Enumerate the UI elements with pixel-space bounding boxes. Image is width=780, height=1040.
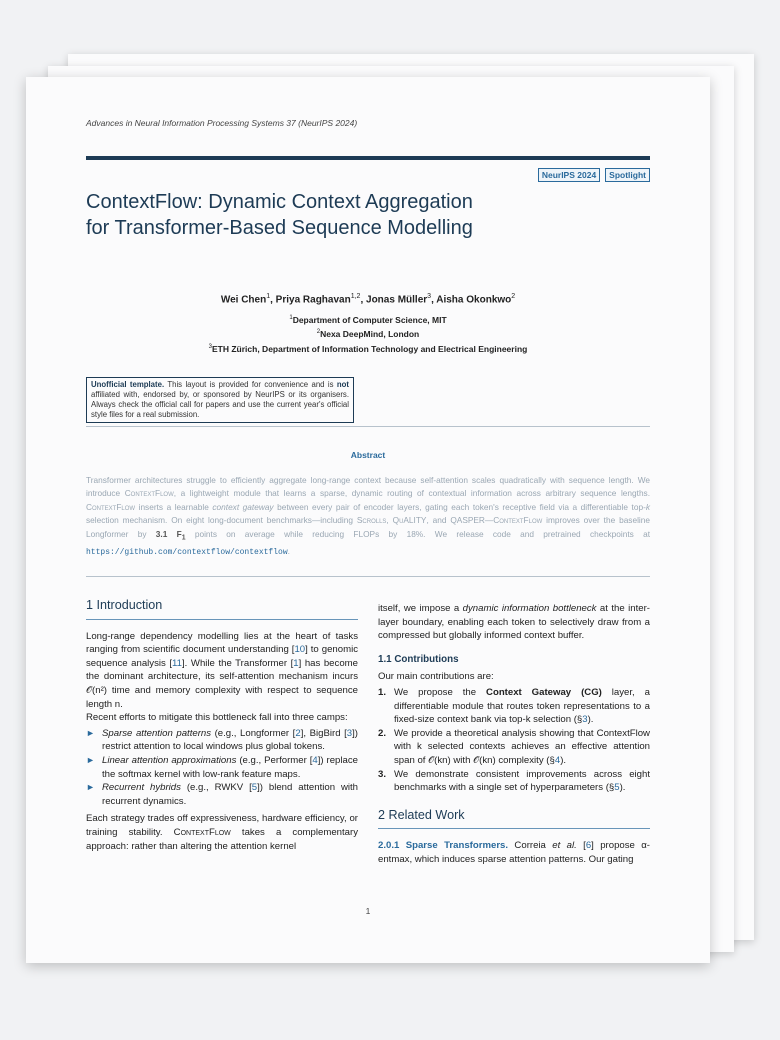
body-text: (e.g., RWKV [ — [180, 782, 252, 794]
triangle-bullet-icon: ► — [86, 754, 95, 765]
item-number: 2. — [378, 727, 387, 739]
abstract-text: . — [287, 545, 290, 556]
list-item — [86, 754, 358, 781]
abstract-body — [86, 474, 650, 559]
body-text: [ — [576, 840, 586, 852]
body-text: ]. While the Transformer [ — [182, 657, 294, 669]
section-ref-link[interactable]: 5 — [614, 782, 620, 794]
page-number: 1 — [365, 906, 371, 916]
list-item — [378, 686, 650, 727]
list-item — [86, 781, 358, 808]
body-text: ). — [619, 782, 626, 794]
math-k: k — [645, 501, 650, 512]
paragraph-heading: 2.0.1 Sparse Transformers. — [378, 840, 509, 852]
right-column — [378, 602, 650, 867]
venue-line: Advances in Neural Information Processing Systems 37 (NeurIPS 2024) — [86, 118, 358, 128]
header-rule — [86, 156, 650, 160]
section-rule — [378, 828, 650, 829]
citation-link[interactable]: 6 — [585, 840, 592, 852]
section-heading-introduction: 1 Introduction — [86, 598, 163, 612]
affil-text: Nexa DeepMind, London — [320, 329, 420, 340]
notice-text: affiliated with, endorsed by, or sponsored by NeurIPS or its organisers. Always check the official call for papers and use the current year's official style files for a real submission. — [91, 390, 349, 419]
notice-text: This layout is provided for convenience and is — [164, 380, 337, 389]
list-item — [86, 727, 358, 754]
author-name: Wei Chen — [220, 294, 267, 306]
item-number: 3. — [378, 768, 387, 780]
citation-link[interactable]: 4 — [312, 754, 318, 766]
item-head: Recurrent hybrids — [102, 782, 181, 794]
abstract-text: Transformer architectures struggle to efficiently aggregate long-range context because self-attention scales quadratically with sequence length. We introduce — [86, 475, 650, 499]
abstract-text: selection mechanism. On eight long-document benchmarks—including — [86, 515, 357, 526]
body-text: ] has become the dominant architecture, its self-attention mechanism incurs 𝒪(n²) time and memory complexity with respect to sequence length n. — [86, 657, 358, 710]
body-paragraph — [378, 602, 650, 643]
author-name: Priya Raghavan — [275, 294, 351, 306]
item-head: Linear attention approximations — [102, 754, 237, 766]
citation-link[interactable]: 1 — [293, 657, 299, 669]
approach-list — [86, 727, 358, 809]
list-item — [378, 768, 650, 795]
body-text: ). — [587, 714, 594, 726]
method-name: ContextFlow — [86, 501, 136, 512]
affiliation — [86, 326, 650, 340]
abstract-text: between every pair of encoder layers, gating each token's receptive field via a differentiable top- — [273, 501, 646, 512]
citation-link[interactable]: 2 — [295, 727, 301, 739]
section-ref-link[interactable]: 3 — [582, 714, 588, 726]
author-name: Jonas Müller — [366, 294, 428, 306]
abstract-text: inserts a learnable — [135, 501, 213, 512]
author-sup: 1,2 — [350, 293, 361, 300]
triangle-bullet-icon: ► — [86, 727, 95, 738]
abstract-bottom-rule — [86, 576, 650, 577]
benchmark-name: Scrolls — [356, 515, 387, 526]
contrib-intro: Our main contributions are: — [378, 671, 494, 683]
body-emphasis: dynamic information bottleneck — [462, 603, 597, 614]
abstract-top-rule — [86, 426, 650, 427]
citation-link[interactable]: 11 — [172, 657, 183, 669]
body-paragraph — [378, 839, 650, 866]
body-text: Correia — [508, 840, 553, 852]
item-bold: Context Gateway (CG) — [486, 686, 602, 698]
affil-text: ETH Zürich, Department of Information Technology and Electrical Engineering — [212, 343, 528, 354]
list-item — [378, 727, 650, 768]
gain-value — [155, 528, 186, 542]
affil-sup: 3 — [208, 343, 212, 350]
triangle-bullet-icon: ► — [86, 782, 95, 793]
section-rule — [86, 619, 358, 620]
item-number: 1. — [378, 686, 387, 698]
author-sup: 2 — [511, 293, 516, 300]
body-text: Each strategy trades off expressiveness, hardware efficiency, or training stability. — [86, 813, 358, 838]
abstract-text: , and QASPER— — [426, 515, 494, 526]
body-emphasis: et al. — [552, 840, 577, 852]
abstract-text: , — [386, 515, 393, 526]
intro-paragraph: Recent efforts to mitigate this bottleneck fall into three camps: — [86, 712, 348, 724]
section-ref-link[interactable]: 4 — [554, 754, 561, 766]
paper-page — [26, 77, 710, 963]
title-line-1: ContextFlow: Dynamic Context Aggregation — [86, 191, 473, 213]
body-text: at the inter-layer boundary, enabling each token to selectively draw from a compressed but globally informed context buffer. — [378, 603, 650, 642]
abstract-text: points on average while reducing FLOPs by 18%. We release code and pretrained checkpoints at — [185, 528, 650, 539]
body-text: Long-range dependency modelling lies at the heart of tasks ranging from scientific document understanding [ — [86, 630, 358, 656]
abstract-heading: Abstract — [350, 450, 386, 460]
method-name: ContextFlow — [173, 826, 231, 838]
body-text: ]) restrict attention to local windows plus global tokens. — [102, 727, 358, 753]
body-text: ], BigBird [ — [300, 727, 347, 739]
affiliation — [86, 341, 650, 355]
body-text: ] propose α-entmax, which induces sparse attention patterns. Our gating — [378, 840, 650, 865]
body-text: takes a complementary approach: rather than altering the attention kernel — [86, 826, 358, 852]
gain-text: 3.1 F — [155, 528, 182, 539]
subsection-heading-contributions: 1.1 Contributions — [378, 653, 459, 665]
gain-sub: 1 — [181, 534, 186, 542]
intro-paragraph — [86, 630, 358, 712]
author-name: Aisha Okonkwo — [436, 294, 512, 306]
body-text: ContextFlow with k selected contexts achieves an effective attention span of 𝒪(kn) with 𝒪(kn) complexity (§ — [394, 727, 650, 766]
method-name: ContextFlow — [493, 515, 543, 526]
method-name: ContextFlow — [124, 488, 174, 499]
conference-badge: NeurIPS 2024 — [538, 168, 600, 182]
body-text: ]) blend attention with recurrent dynamics. — [102, 782, 359, 807]
body-text: itself, we impose a — [378, 603, 463, 614]
body-text: (e.g., Performer [ — [236, 754, 313, 766]
affil-sup: 1 — [289, 315, 293, 321]
notice-lead: Unofficial template. — [91, 380, 165, 389]
body-text: ). — [560, 754, 567, 766]
citation-link[interactable]: 5 — [251, 782, 258, 794]
badge-group — [538, 168, 650, 182]
citation-link[interactable]: 3 — [346, 727, 353, 739]
item-head: Sparse attention patterns — [102, 727, 212, 739]
abstract-text: , a lightweight module that learns a sparse, dynamic routing of contextual information across arbitrary sequence lengths. — [173, 488, 651, 499]
affil-sup: 2 — [316, 329, 321, 336]
body-text: ] to genomic sequence analysis [ — [86, 644, 358, 669]
section-heading-related-work: 2 Related Work — [378, 807, 465, 822]
author-sup: 1 — [266, 293, 271, 300]
title-line-2: for Transformer-Based Sequence Modelling — [86, 217, 473, 239]
affil-text: Department of Computer Science, MIT — [292, 314, 447, 325]
abstract-emphasis: context gateway — [212, 501, 274, 512]
contribution-list — [378, 686, 650, 795]
abstract-text: improves over the baseline Longformer by — [86, 515, 650, 539]
body-text: We provide a theoretical analysis showing that — [394, 727, 597, 739]
paper-title — [86, 189, 473, 241]
author-sup: 3 — [427, 293, 432, 300]
affiliation-list — [86, 312, 650, 355]
left-column — [86, 599, 358, 853]
body-text: ]) replace the softmax kernel with low-rank feature maps. — [102, 754, 358, 780]
benchmark-name: QuALITY — [392, 515, 427, 526]
notice-emphasis: not — [336, 380, 349, 389]
spotlight-badge: Spotlight — [605, 168, 650, 182]
affiliation — [86, 312, 650, 326]
code-link[interactable]: https://github.com/contextflow/contextflow — [86, 547, 288, 557]
unofficial-notice — [86, 377, 354, 423]
body-text: We propose the — [394, 686, 487, 698]
author-list: Wei Chen$^1$, Priya Raghavan$^{1,2}$, Jonas Müller$^3$, Aisha Okonkwo$^2$ — [220, 293, 516, 306]
citation-link[interactable]: 10 — [294, 644, 306, 656]
body-text: layer, a differentiable module that routes token representations to a fixed-size context bank via top-k selection (§ — [394, 686, 650, 726]
body-text: (e.g., Longformer [ — [211, 727, 296, 739]
intro-paragraph — [86, 812, 358, 853]
body-text: We demonstrate consistent improvements across eight benchmarks with a single set of hyperparameters (§ — [394, 768, 650, 794]
